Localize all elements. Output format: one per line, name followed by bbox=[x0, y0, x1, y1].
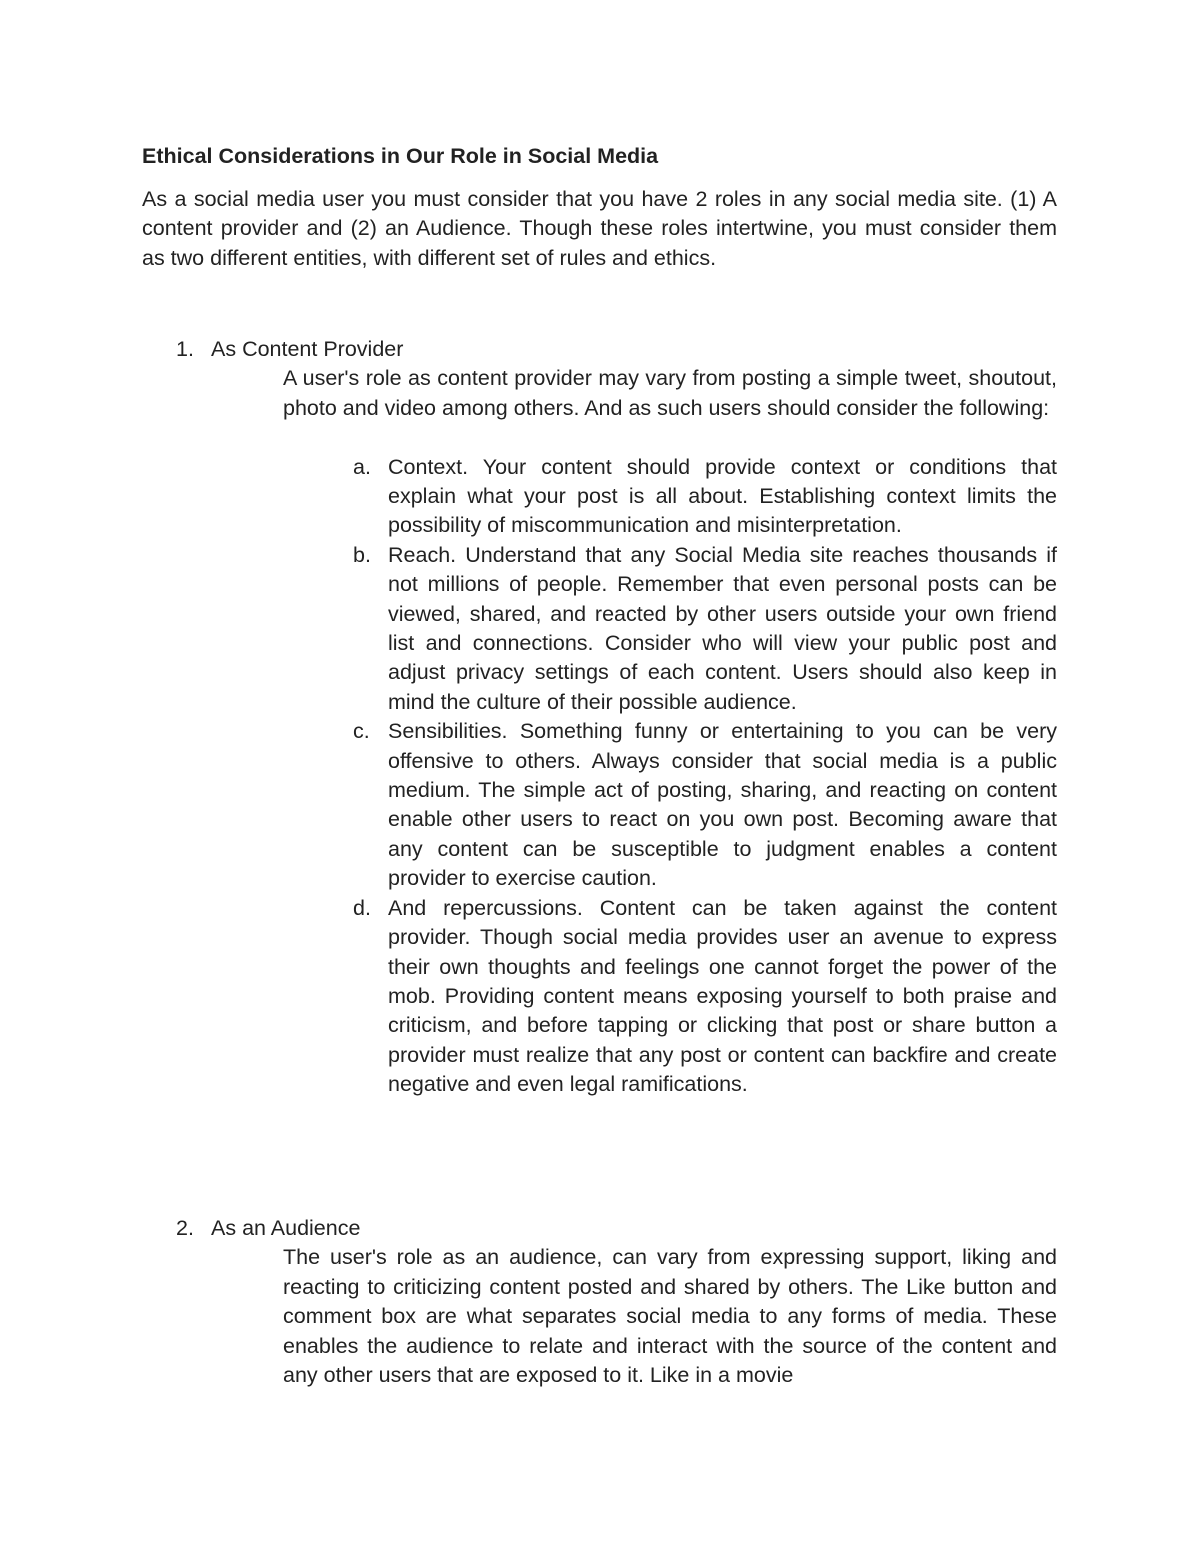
list-marker: c. bbox=[353, 719, 370, 744]
consideration-list bbox=[0, 453, 1200, 1100]
document-title: Ethical Considerations in Our Role in Social Media bbox=[142, 144, 659, 168]
list-item-sensibilities bbox=[0, 717, 1200, 893]
list-item-text: And repercussions. Content can be taken against the content provider. Though social media provides user an avenue to express their own thoughts and feelings one cannot forget the power of the mob. Providing content means exposing yourself to both praise and criticism, and before tapping or clicking that post or share button a provider must realize that any post or content can backfire and create negative and even legal ramifications. bbox=[388, 895, 1057, 1097]
list-item-repercussions bbox=[0, 894, 1200, 1100]
section-body: A user's role as content provider may vary from posting a simple tweet, shoutout, photo and video among others. And as such users should consider the following: bbox=[283, 366, 1057, 420]
section-heading-text: As an Audience bbox=[211, 1216, 361, 1240]
list-item-reach bbox=[0, 541, 1200, 717]
list-item-text: Reach. Understand that any Social Media site reaches thousands if not millions of people. Remember that even personal posts can be viewed, shared, and reacted by other users outside your own friend list and connections. Consider who will view your public post and adjust privacy settings of each content. Users should also keep in mind the culture of their possible audience. bbox=[388, 542, 1057, 714]
list-marker: a. bbox=[353, 454, 371, 479]
section-heading bbox=[176, 1214, 776, 1243]
section-heading-text: As Content Provider bbox=[211, 337, 404, 361]
section-heading bbox=[176, 335, 776, 364]
section-number: 2. bbox=[176, 1216, 194, 1240]
list-marker: b. bbox=[353, 542, 371, 567]
list-item-text: Context. Your content should provide context or conditions that explain what your post is all about. Establishing context limits the possibility of miscommunication and misinterpretation. bbox=[388, 454, 1057, 538]
list-item-text: Sensibilities. Something funny or entertaining to you can be very offensive to others. Always consider that social media is a public medium. The simple act of posting, sharing, and reacting on content enable other users to react on you own post. Becoming aware that any content can be susceptible to judgment enables a content provider to exercise caution. bbox=[388, 719, 1057, 891]
list-marker: d. bbox=[353, 895, 371, 920]
section-number: 1. bbox=[176, 337, 194, 361]
section-body: The user's role as an audience, can vary from expressing support, liking and reacting to criticizing content posted and shared by others. The Like button and comment box are what separates social media to any forms of media. These enables the audience to relate and interact with the source of the content and any other users that are exposed to it. Like in a movie bbox=[283, 1245, 1057, 1388]
intro-paragraph: As a social media user you must consider that you have 2 roles in any social media site. (1) A content provider and (2) an Audience. Though these roles intertwine, you must consider them as two different entities, with different set of rules and ethics. bbox=[142, 187, 1057, 270]
list-item-context bbox=[0, 453, 1200, 541]
